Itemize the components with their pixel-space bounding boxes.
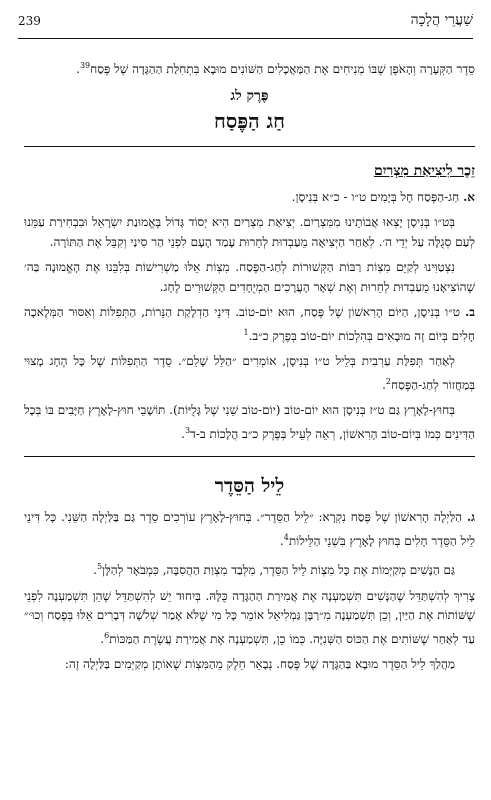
footnote-marker: 2 (385, 376, 392, 386)
paragraph-c3: צָרִיךְ לְהִשְׁתַּדֵּל שֶׁהַנָּשִׁים תִּשְׁמַעְנָה אֶת אֲמִירַת הַהַגָּדָה כֻּלָּהּ. בְּיִחוּד יֵשׁ לְהִשְׁתַּדֵּל שֶׁהֵן תִּשְׁמַעְנָה לִפְנֵי שֶׁשּׁוֹתוֹת אֶת הַיַּיִן, וְכֵן תִּשְׁמַעְנָה מִ״רַבָּן גַּמְלִיאֵל אוֹמֵר כָּל מִי שֶׁלֹּא אָמַר שְׁלֹשָׁה דְּבָרִים אֵלּוּ בְּפֶסַח וְכוּ׳״ עַד לְאַחַר שֶׁשּׁוֹתִים אֶת הַכּוֹס הַשְּׁנִיָּה. כְּמוֹ כֵן, תִּשְׁמַעְנָה אֶת אֲמִירַת עֲשֶׂרֶת הַמַּכּוֹת$^6$. (24, 588, 475, 646)
paragraph-b: ב. ט״ו בְּנִיסָן, הַיּוֹם הָרִאשׁוֹן שֶׁל פֶּסַח, הוּא יוֹם-טוֹב. דִּינֵי הַדְלָקַת הַנֵּרוֹת, הַתְּפִלּוֹת וְאִסּוּר הַמְּלָאכָה חָלִים בְּיוֹם זֶה מוּבָאִים בְּהִלְכוֹת יוֹם-טוֹב בְּפֶרֶק כ״ב.$^1$ (24, 305, 475, 343)
paragraph-letter: ב. (465, 305, 475, 319)
intro-paragraph: סֵדֶר הַקְּעָרָה וְהָאֹפֶן שֶׁבּוֹ מְנִיחִים אֶת הַמַּאֲכָלִים הַשּׁוֹנִים מוּבָא בִּתְחִלַּת הַהַגָּדָה שֶׁל פֶּסַח$^{39}$. (76, 61, 475, 76)
subsection-title-exodus: זֵכֶר לִיצִיאַת מִצְרַיִם (373, 162, 475, 179)
paragraph-a3: נִצְטַוִּינוּ לְקַיֵּם מִצְוֹת רַבּוֹת הַקְּשׁוּרוֹת לְחַג-הַפֶּסַח. מִצְוֹת אֵלּוּ מַשְׁרִישׁוֹת בְּלִבֵּנוּ אֶת הָאֱמוּנָה בַּה׳ שֶׁהוֹצִיאָנוּ מֵעַבְדוּת לְחֵרוּת וְאֶת שְׁאָר הָעֲרָכִים הַמְיֻחָדִים הַקְּשׁוּרִים לֶחָג. (24, 260, 475, 294)
footnote-marker: 39 (79, 61, 91, 70)
page-number: 239 (18, 14, 41, 28)
paragraph-letter: א. (463, 189, 475, 204)
paragraph-letter: ג. (466, 510, 475, 524)
paragraph-a: א. חַג-הַפֶּסַח חָל בְּיָמִים ט״ו - כ״א בְּנִיסָן. (291, 189, 475, 204)
paragraph-b3: בְּחוּץ-לָאָרֶץ גַּם ט״ז בְּנִיסָן הוּא יוֹם-טוֹב (יוֹם-טוֹב שֵׁנִי שֶׁל גָּלֻיּוֹת). תּוֹשָׁבֵי חוּץ-לָאָרֶץ חַיָּבִים בּוֹ בְּכָל הַדִּינִים כְּמוֹ בְּיוֹם-טוֹב הָרִאשׁוֹן, רְאֵה לְעֵיל בְּפֶרֶק כ״ב הֲלָכוֹת ב-ד$^3$. (24, 403, 475, 441)
page-body (24, 56, 475, 681)
chapter-divider (24, 146, 475, 147)
paragraph-b2: לְאַחַר תְּפִלַּת עַרְבִית בְּלֵיל ט״ו בְּנִיסָן, אוֹמְרִים ״הַלֵּל שָׁלֵם״. סֵדֶר הַתְּפִלּוֹת שֶׁל כָּל הֶחָג מָצוּי בְּמַחֲזוֹר לְחַג-הַפֶּסַח$^2$. (24, 354, 475, 392)
page-header (18, 12, 473, 34)
header-rule (18, 38, 473, 39)
paragraph-c4: מַהֲלַךְ לֵיל הַסֵּדֶר מוּבָא בַּהַגָּדָה שֶׁל פֶּסַח. נְבָאֵר חֵלֶק מֵהַמִּצְוֹת שֶׁאוֹתָן מְקַיְּמִים בַּלַּיְלָה זֶה: (64, 657, 455, 671)
chapter-label: פֶּרֶק לג (230, 87, 269, 104)
footnote-marker: 1 (243, 327, 249, 337)
chapter-title: חַג הַפֶּסַח (214, 108, 285, 133)
paragraph-a2: בְּט״ו בְּנִיסָן יָצְאוּ אֲבוֹתֵינוּ מִמִּצְרַיִם. יְצִיאַת מִצְרַיִם הִיא יְסוֹד גָּדוֹל בֶּאֱמוּנַת יִשְׂרָאֵל וּבִבְחִירַת עַמֵּנוּ לְעַם סְגֻלָּה עַל יְדֵי ה׳. לְאַחַר הַיְּצִיאָה מֵעַבְדוּת לְחֵרוּת עָמַד הָעָם לִפְנֵי הַר סִינַי וְקִבֵּל אֶת הַתּוֹרָה. (24, 215, 475, 249)
footnote-marker: 4 (283, 532, 289, 542)
footnote-marker: 6 (104, 630, 110, 640)
section-divider (24, 456, 475, 457)
running-title: שַׁעֲרֵי הֲלָכָה (410, 12, 473, 28)
footnote-marker: 3 (184, 425, 191, 435)
footnote-marker: 5 (96, 562, 103, 571)
paragraph-c: ג. הַלַּיְלָה הָרִאשׁוֹן שֶׁל פֶּסַח נִקְרָא: ״לֵיל הַסֵּדֶר״. בְּחוּץ-לָאָרֶץ עוֹרְכִים סֵדֶר גַּם בַּלַּיְלָה הַשֵּׁנִי. כָּל דִּינֵי לֵיל הַסֵּדֶר חָלִים בְּחוּץ לָאָרֶץ בִּשְׁנֵי הַלֵּילוֹת$^4$. (24, 510, 475, 548)
paragraph-c2: גַּם הַנָּשִׁים מְקַיְּמוֹת אֶת כָּל מִצְוֹת לֵיל הַסֵּדֶר, מִלְּבַד מִצְוַת הַהֲסִבָּה, כִּמְבֹאָר לְהַלָּן$^5$. (93, 562, 455, 577)
subsection-title-seder: לֵיל הַסֵּדֶר (214, 475, 285, 497)
